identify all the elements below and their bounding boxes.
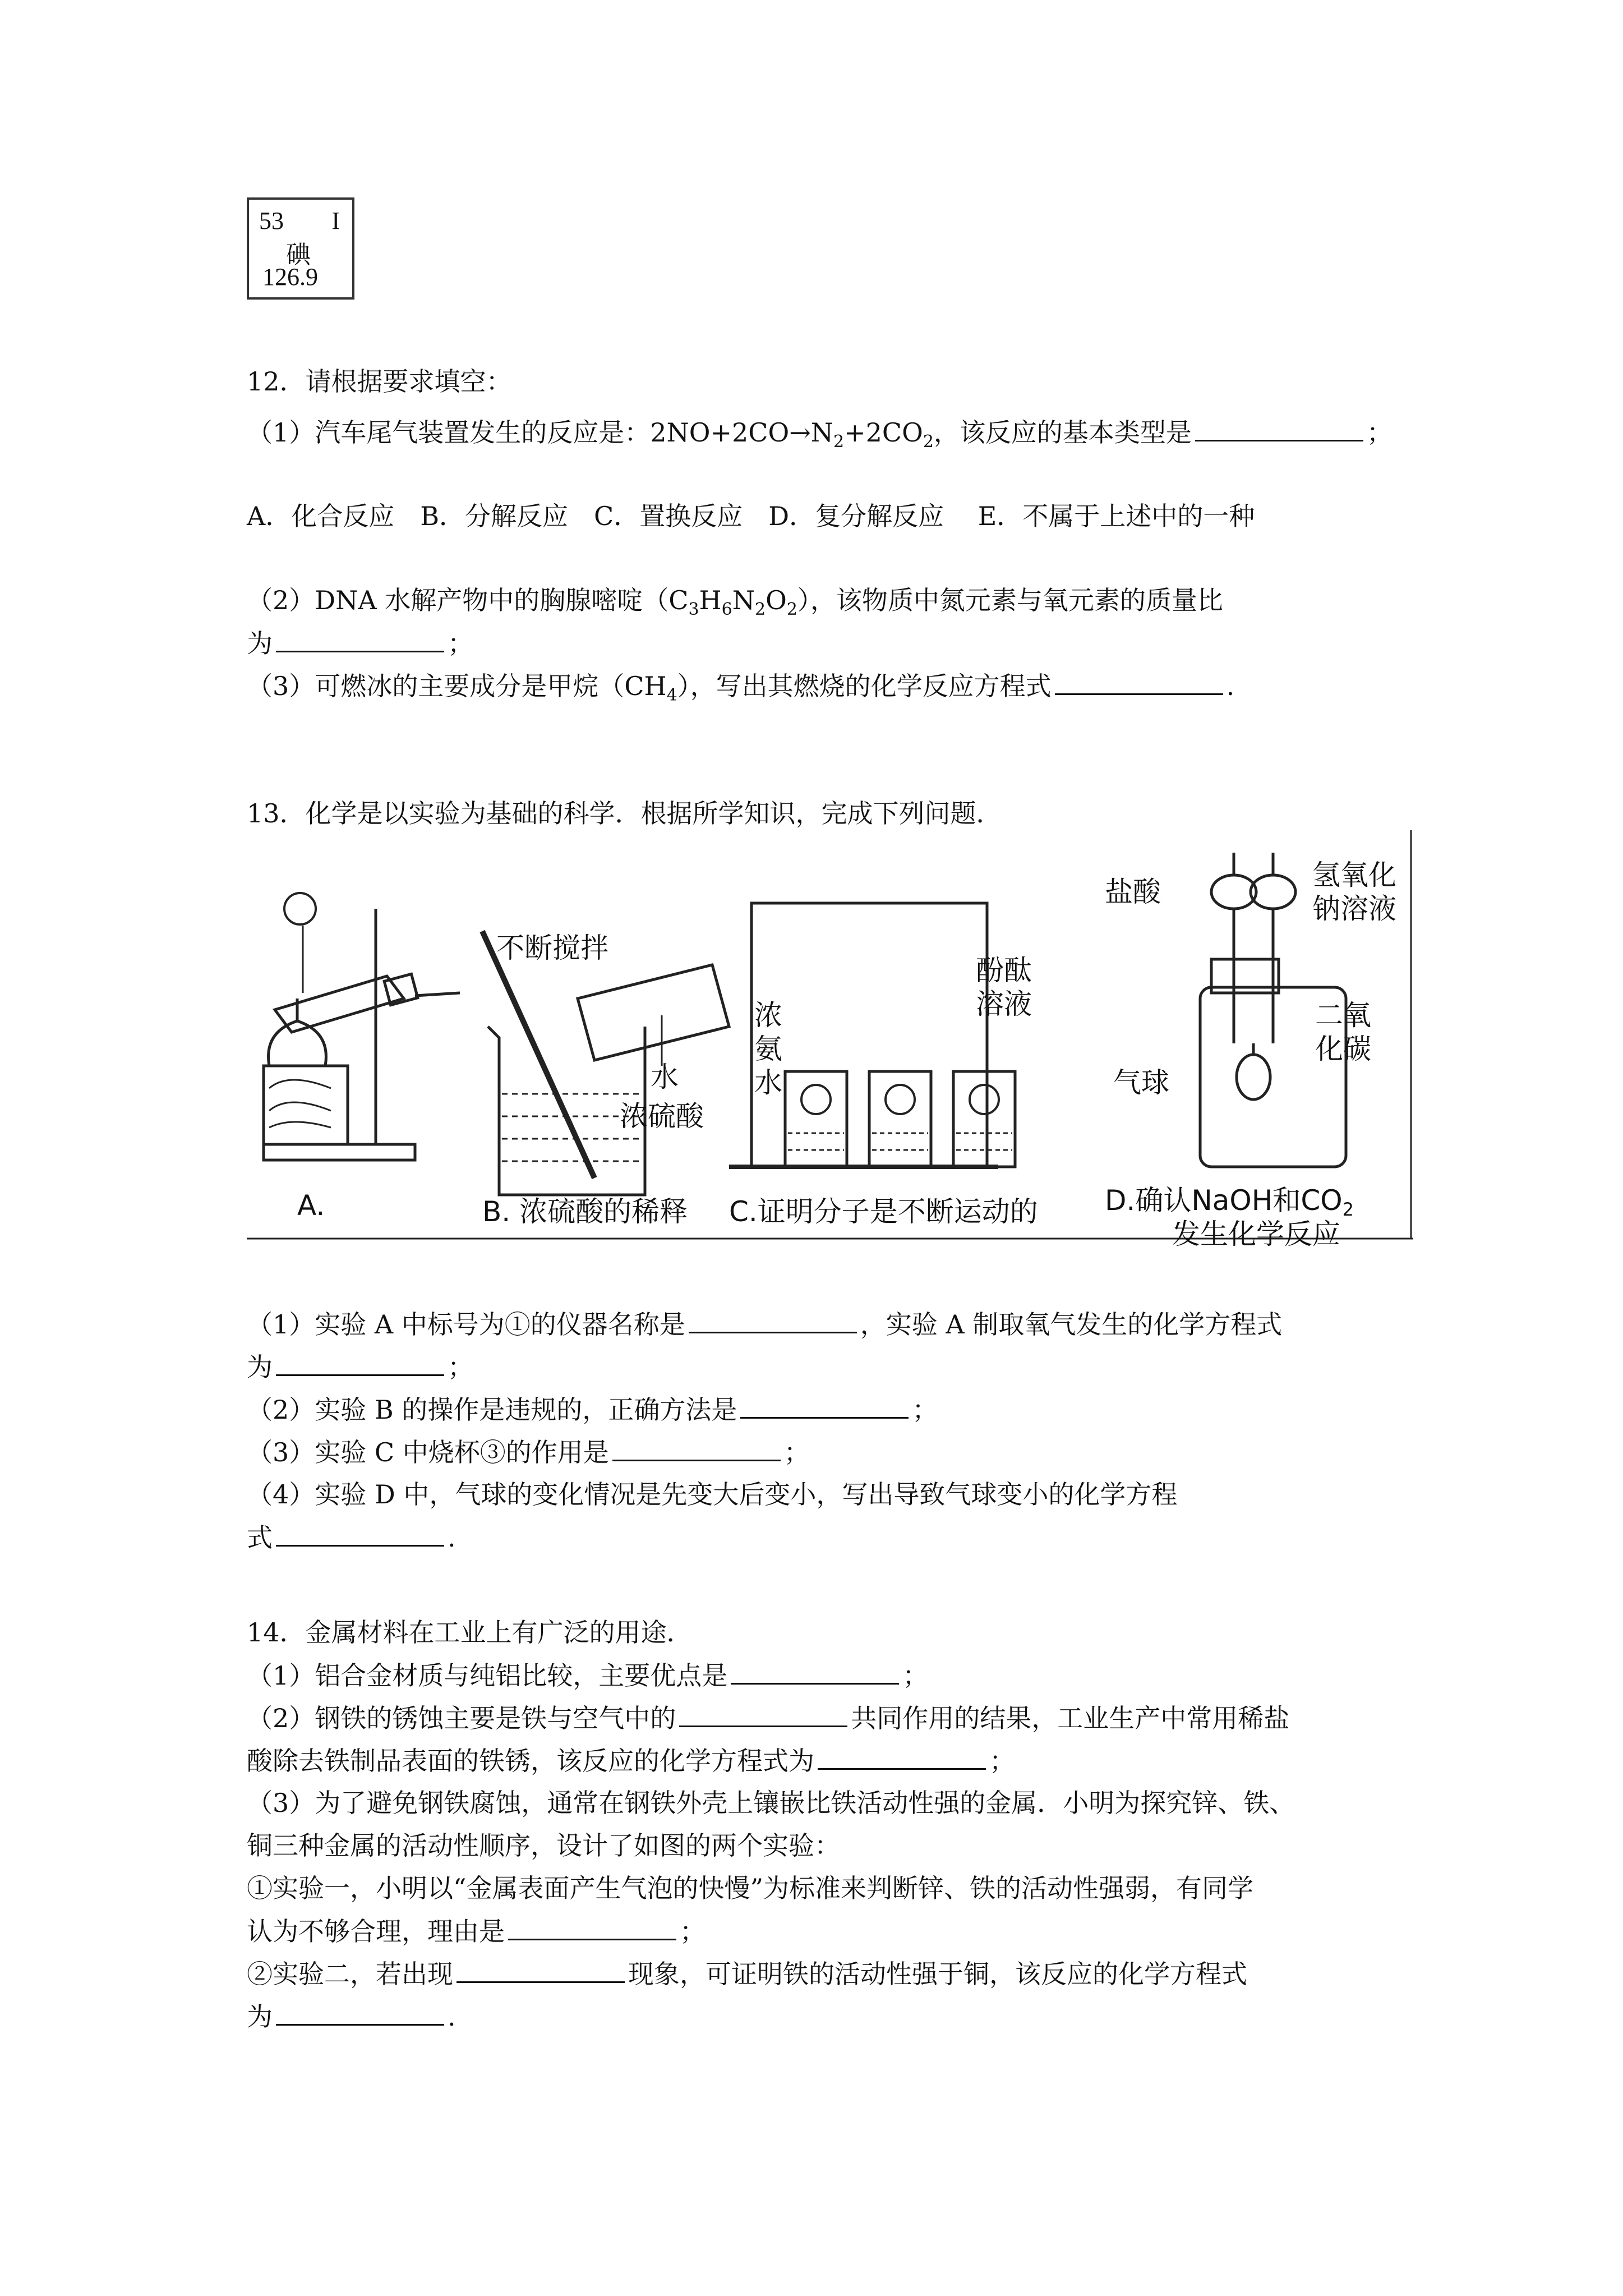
- experiment-figure: [247, 830, 1413, 1250]
- punct: ；: [448, 628, 473, 659]
- circle-marker-c3: [970, 1085, 999, 1114]
- punct: ；: [1366, 417, 1393, 448]
- answer-blank[interactable]: [276, 1350, 444, 1376]
- caption-d-text: D.确认NaOH和CO: [1105, 1184, 1343, 1217]
- label-water: 水: [651, 1061, 679, 1093]
- answer-blank[interactable]: [276, 626, 444, 652]
- q12-p3-text: ），写出其燃烧的化学反应方程式: [677, 671, 1052, 701]
- subscript: 3: [688, 600, 699, 619]
- q12-p1-text: +2CO: [844, 417, 923, 448]
- label-hcl: 盐酸: [1105, 876, 1161, 908]
- subscript: 2: [833, 432, 845, 452]
- q12-part1: [247, 415, 1393, 459]
- answer-blank[interactable]: [740, 1392, 909, 1419]
- answer-blank[interactable]: [457, 1957, 625, 1983]
- q12-p2-text: O: [766, 585, 787, 615]
- caption-d-line2: 发生化学反应: [1172, 1218, 1340, 1250]
- label-naoh-1: 氢氧化: [1312, 859, 1396, 891]
- q13-part1: [247, 1307, 1282, 1341]
- answer-blank[interactable]: [1055, 669, 1223, 695]
- caption-a: A.: [297, 1189, 325, 1222]
- label-ammonia-1: 浓: [754, 999, 782, 1032]
- q13-text: （1）实验 A 中标号为①的仪器名称是: [247, 1309, 685, 1340]
- alcohol-lamp: [269, 1021, 326, 1066]
- q14-part4-line2: [247, 1914, 706, 1948]
- label-ammonia-3: 水: [754, 1066, 782, 1099]
- subscript: 4: [666, 685, 677, 705]
- element-name: 碘: [286, 241, 311, 269]
- q14-text: 认为不够合理，理由是: [247, 1916, 505, 1947]
- q13-title: 13．化学是以实验为基础的科学．根据所学知识，完成下列问题．: [247, 798, 1002, 829]
- answer-blank[interactable]: [731, 1658, 899, 1685]
- punct: .: [448, 1522, 456, 1553]
- q13-text: ，实验 A 制取氧气发生的化学方程式: [860, 1309, 1283, 1340]
- q14-part2-line2: [247, 1743, 1015, 1778]
- element-tile-iodine: [247, 197, 354, 300]
- answer-blank[interactable]: [818, 1743, 986, 1770]
- q14-text: 酸除去铁制品表面的铁锈，该反应的化学方程式为: [247, 1746, 814, 1776]
- q12-p2-text: H: [699, 585, 722, 615]
- stand-base: [264, 1144, 415, 1160]
- q14-part1: [247, 1658, 928, 1692]
- q14-part3-line2: 铜三种金属的活动性顺序，设计了如图的两个实验：: [247, 1830, 840, 1861]
- q14-text: 为: [247, 2001, 273, 2032]
- answer-blank[interactable]: [612, 1435, 781, 1461]
- q12-p1-text: ，该反应的基本类型是: [933, 417, 1192, 448]
- answer-blank[interactable]: [689, 1307, 857, 1333]
- punct: ；: [989, 1746, 1015, 1776]
- q14-part5: [247, 1957, 1247, 1991]
- subscript: 6: [721, 600, 732, 619]
- q14-part2: [247, 1701, 1289, 1735]
- balloon: [1237, 1055, 1270, 1099]
- answer-blank[interactable]: [508, 1914, 676, 1940]
- atomic-number: 53: [259, 207, 284, 234]
- label-co2-1: 二氧: [1315, 999, 1371, 1032]
- q14-title: 14．金属材料在工业上有广泛的用途．: [247, 1617, 693, 1648]
- q14-part4: ①实验一，小明以“金属表面产生气泡的快慢”为标准来判断锌、铁的活动性强弱，有同学: [247, 1873, 1254, 1903]
- q12-p3-text: （3）可燃冰的主要成分是甲烷（CH: [247, 671, 667, 701]
- q12-p2-text: ），该物质中氮元素与氧元素的质量比: [797, 585, 1223, 615]
- punct: .: [448, 2001, 456, 2032]
- caption-b: B. 浓硫酸的稀释: [482, 1195, 688, 1228]
- q14-text: 共同作用的结果，工业生产中常用稀盐: [851, 1703, 1290, 1733]
- q12-part2: [247, 583, 1223, 627]
- punct: ；: [783, 1437, 810, 1467]
- q13-part2: [247, 1392, 938, 1427]
- q13-part4-line2: [247, 1520, 456, 1554]
- label-acid: 浓硫酸: [620, 1100, 704, 1133]
- wood-block: [264, 1066, 348, 1144]
- element-symbol: I: [331, 207, 340, 234]
- q12-title: 12．请根据要求填空：: [247, 366, 512, 397]
- q14-part5-line2: [247, 1999, 456, 2033]
- q12-part3: [247, 669, 1234, 712]
- q13-part4: （4）实验 D 中，气球的变化情况是先变大后变小，写出导致气球变小的化学方程: [247, 1479, 1178, 1510]
- q14-part3: （3）为了避免钢铁腐蚀，通常在钢铁外壳上镶嵌比铁活动性强的金属．小明为探究锌、铁、: [247, 1788, 1295, 1818]
- q13-text: （3）实验 C 中烧杯③的作用是: [247, 1437, 609, 1467]
- label-co2-2: 化碳: [1315, 1033, 1371, 1065]
- answer-blank[interactable]: [679, 1701, 847, 1727]
- punct: ；: [448, 1352, 473, 1382]
- caption-c: C.证明分子是不断运动的: [729, 1195, 1038, 1228]
- q13-text: 式: [247, 1522, 273, 1553]
- punct: .: [1226, 671, 1235, 701]
- acid-bottle: [578, 965, 729, 1060]
- answer-blank[interactable]: [1195, 415, 1363, 441]
- punct: ；: [902, 1660, 929, 1691]
- q14-text: ②实验二，若出现: [247, 1959, 453, 1989]
- q13-part1-line2: [247, 1350, 473, 1384]
- q13-text: （2）实验 B 的操作是违规的，正确方法是: [247, 1395, 737, 1425]
- q12-p2-text: N: [732, 585, 755, 615]
- q12-p2-text: （2）DNA 水解产物中的胸腺嘧啶（C: [247, 585, 689, 615]
- subscript: 2: [755, 600, 766, 619]
- q14-text: （2）钢铁的锈蚀主要是铁与空气中的: [247, 1703, 676, 1733]
- q12-part2-line2: [247, 626, 473, 660]
- q13-text: 为: [247, 1352, 273, 1382]
- label-balloon: 气球: [1113, 1066, 1169, 1099]
- q12-p2-text: 为: [247, 628, 273, 659]
- subscript: 2: [923, 432, 934, 452]
- q14-text: 现象，可证明铁的活动性强于铜，该反应的化学方程式: [628, 1959, 1247, 1989]
- circle-marker-c2: [801, 1085, 831, 1114]
- q12-options: A．化合反应 B．分解反应 C．置换反应 D．复分解反应 E．不属于上述中的一种: [247, 501, 1255, 531]
- label-stir: 不断搅拌: [496, 932, 608, 964]
- circle-marker-c1: [886, 1085, 915, 1114]
- subscript: 2: [786, 600, 797, 619]
- punct: ；: [680, 1916, 706, 1947]
- subscript: 2: [1342, 1199, 1354, 1220]
- label-phenol-2: 溶液: [976, 988, 1032, 1020]
- label-phenol-1: 酚酞: [976, 954, 1032, 987]
- answer-blank[interactable]: [276, 1520, 444, 1547]
- q12-p1-text: （1）汽车尾气装置发生的反应是：2NO+2CO→N: [247, 417, 834, 448]
- atomic-mass: 126.9: [262, 263, 318, 291]
- label-ammonia-2: 氨: [754, 1033, 782, 1065]
- q14-text: （1）铝合金材质与纯铝比较，主要优点是: [247, 1660, 728, 1691]
- circle-marker-a: [284, 893, 316, 924]
- punct: ；: [912, 1395, 938, 1425]
- label-naoh-2: 钠溶液: [1312, 892, 1396, 925]
- q13-part3: [247, 1435, 810, 1469]
- answer-blank[interactable]: [276, 1999, 444, 2026]
